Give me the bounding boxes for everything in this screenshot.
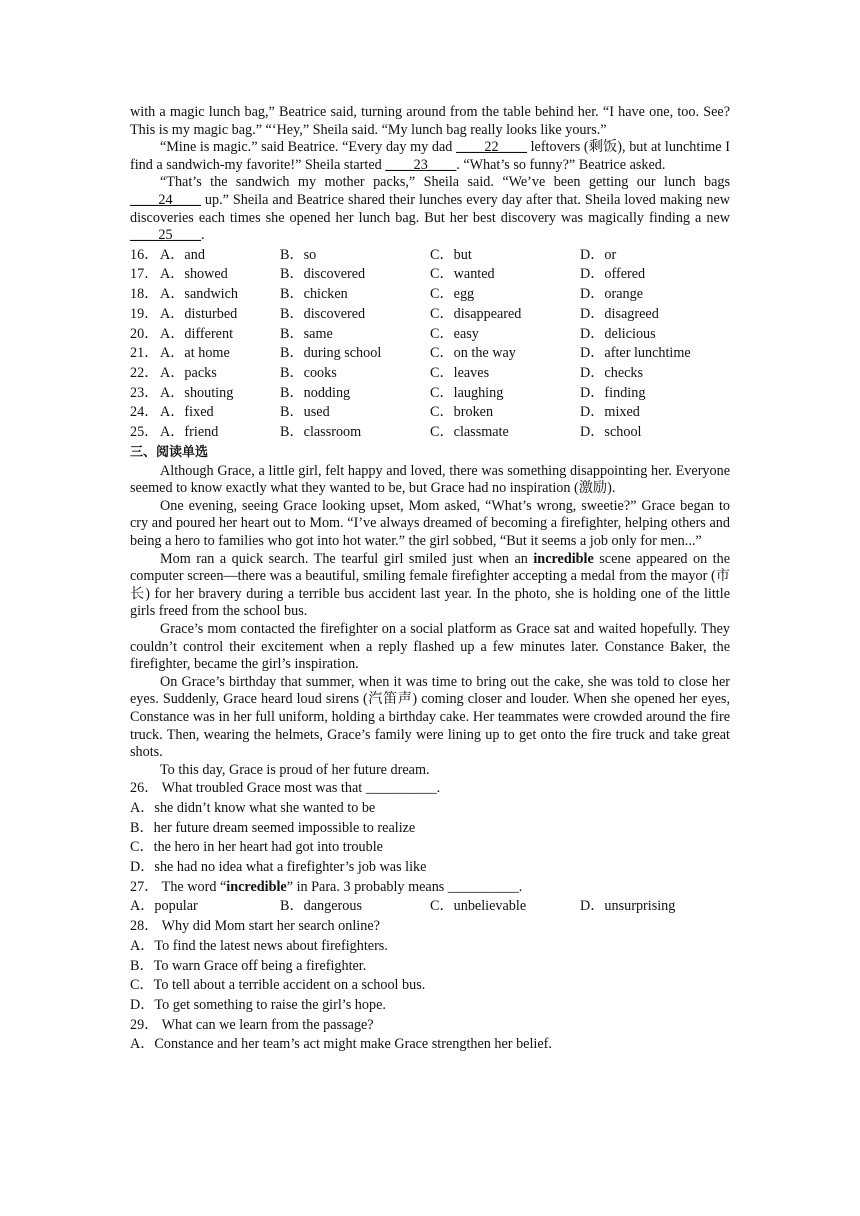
option-c: C．wanted	[430, 266, 495, 283]
question-26-option-b: B．her future dream seemed impossible to realize	[130, 819, 416, 836]
option-b: B．chicken	[280, 286, 348, 303]
question-number: 16．	[130, 246, 159, 263]
question-27-option-c: C．unbelievable	[430, 898, 527, 915]
question-number: 18．	[130, 286, 159, 303]
option-d: D．offered	[580, 266, 646, 283]
option-b: B．discovered	[280, 305, 366, 322]
text-run: scene appeared on the computer screen—there was a beautiful, smiling female firefighter accepting a medal from the mayor (市长) for her bravery during a terrible bus accident last year. In the photo, she is holding one of the little girls freed from the school bus.	[130, 550, 730, 620]
blank-23: ____23____	[385, 156, 457, 173]
option-row-18	[130, 285, 730, 305]
question-28: 28． Why did Mom start her search online?	[130, 918, 380, 935]
option-c: C．easy	[430, 325, 479, 342]
reading-paragraph-5: On Grace’s birthday that summer, when it was time to bring out the cake, she was told to close her eyes. Suddenly, Grace heard loud sirens (汽笛声) coming closer and louder. When she opened her eyes, Constance was in her full uniform, holding a birthday cake. Her teammates were crowded around the fire truck. Then, wearing the helmets, Grace’s family were lining up to get onto the fire truck and take great shots.	[130, 673, 730, 761]
reading-paragraph-3	[130, 551, 730, 621]
cloze-paragraph-1: with a magic lunch bag,” Beatrice said, turning around from the table behind her. “I have one, too. See? This is my magic bag.” “‘Hey,” Sheila said. “My lunch bag really looks like yours.”	[130, 104, 730, 138]
option-a: A．and	[160, 246, 205, 263]
option-c: C．egg	[430, 286, 475, 303]
option-b: B．cooks	[280, 364, 337, 381]
text-run: leftovers (剩饭), but at lunchtime I find a sandwich-my favorite!” Sheila started	[130, 139, 730, 173]
option-a: A．shouting	[160, 384, 234, 401]
option-a: A．different	[160, 325, 234, 342]
questions	[130, 779, 730, 1055]
option-d: D．finding	[580, 384, 646, 401]
option-a: A．fixed	[160, 404, 214, 421]
text-run: “That’s the sandwich my mother packs,” Sheila said. “We’ve been getting our lunch bags	[160, 174, 730, 191]
option-d: D．orange	[580, 286, 644, 303]
question-number: 25．	[130, 423, 159, 440]
option-row-16	[130, 246, 730, 266]
option-a: A．showed	[160, 266, 228, 283]
reading-paragraph-1: Although Grace, a little girl, felt happy and loved, there was something disappointing her. Everyone seemed to know exactly what they wanted to be, but Grace had no inspiration (激励).	[130, 462, 730, 497]
text-run: ” in Para. 3 probably means __________.	[286, 878, 523, 895]
question-27-option-b: B．dangerous	[280, 898, 362, 915]
reading-passage	[130, 463, 730, 780]
option-b: B．same	[280, 325, 333, 342]
question-26-option-c: C．the hero in her heart had got into trouble	[130, 839, 383, 856]
question-27-option-a: A．popular	[130, 898, 198, 915]
question-26-option-a: A．she didn’t know what she wanted to be	[130, 800, 376, 816]
cloze-options	[130, 246, 730, 443]
option-c: C．broken	[430, 404, 494, 421]
exam-page	[130, 104, 730, 1055]
option-row-20	[130, 325, 730, 345]
option-b: B．nodding	[280, 384, 351, 401]
option-c: C．on the way	[430, 345, 516, 362]
question-28-option-a: A．To find the latest news about firefighters.	[130, 937, 388, 954]
option-row-21	[130, 344, 730, 364]
option-c: C．disappeared	[430, 305, 522, 322]
cloze-paragraph-3	[130, 174, 730, 244]
option-d: D．delicious	[580, 325, 656, 342]
option-a: A．disturbed	[160, 305, 238, 322]
option-row-23	[130, 384, 730, 404]
option-c: C．leaves	[430, 364, 490, 381]
option-b: B．used	[280, 404, 330, 421]
blank-25: ____25____	[130, 227, 201, 244]
question-number: 17．	[130, 266, 159, 283]
question-number: 23．	[130, 384, 159, 401]
text-run: 27． The word “	[130, 878, 227, 895]
option-row-19	[130, 305, 730, 325]
option-c: C．laughing	[430, 384, 504, 401]
text-run: “Mine is magic.” said Beatrice. “Every day my dad	[160, 139, 456, 156]
question-number: 24．	[130, 404, 159, 421]
option-row-25	[130, 423, 730, 443]
question-26-option-d: D．she had no idea what a firefighter’s job was like	[130, 859, 427, 876]
text-run: .	[200, 227, 205, 244]
cloze-passage	[130, 104, 730, 245]
question-number: 21．	[130, 345, 159, 362]
question-27	[130, 878, 730, 898]
option-d: D．or	[580, 246, 617, 263]
reading-paragraph-4: Grace’s mom contacted the firefighter on a social platform as Grace sat and waited hopefully. They couldn’t control their excitement when a reply flashed up a few minutes later. Constance Baker, the firefighter, became the girl’s inspiration.	[130, 620, 730, 673]
option-a: A．friend	[160, 423, 219, 440]
option-c: C．but	[430, 246, 472, 263]
question-29: 29． What can we learn from the passage?	[130, 1016, 374, 1033]
option-b: B．so	[280, 246, 317, 263]
option-b: B．classroom	[280, 423, 362, 440]
option-b: B．during school	[280, 345, 382, 362]
option-a: A．sandwich	[160, 286, 239, 303]
option-b: B．discovered	[280, 266, 366, 283]
text-run: Mom ran a quick search. The tearful girl smiled just when an	[160, 550, 534, 567]
question-28-option-c: C．To tell about a terrible accident on a school bus.	[130, 977, 426, 994]
option-row-17	[130, 265, 730, 285]
option-a: A．at home	[160, 345, 230, 362]
text-run: up.” Sheila and Beatrice shared their lunches every day after that. Sheila loved making new discoveries each times she opened her lunch bag. But her best discovery was magically finding a new	[130, 191, 730, 226]
question-number: 22．	[130, 364, 159, 381]
option-a: A．packs	[160, 364, 217, 381]
section-heading: 三、阅读单选	[130, 444, 209, 460]
option-d: D．checks	[580, 364, 644, 381]
bold-word: incredible	[226, 878, 287, 895]
question-28-option-b: B．To warn Grace off being a firefighter.	[130, 957, 367, 974]
option-d: D．disagreed	[580, 305, 659, 322]
blank-22: ____22____	[456, 139, 527, 156]
reading-paragraph-2: One evening, seeing Grace looking upset, Mom asked, “What’s wrong, sweetie?” Grace began to cry and poured her heart out to Mom. “I’ve always dreamed of becoming a firefighter, helping others and being a hero to families who got into hot water.” the girl sobbed, “But it seems a job only for men...”	[130, 497, 730, 549]
bold-word: incredible	[533, 550, 594, 567]
option-d: D．school	[580, 423, 642, 440]
option-row-24	[130, 403, 730, 423]
question-number: 20．	[130, 325, 159, 342]
option-row-22	[130, 364, 730, 384]
option-d: D．mixed	[580, 404, 640, 421]
text-run: . “What’s so funny?” Beatrice asked.	[456, 156, 666, 173]
question-26: 26． What troubled Grace most was that __________.	[130, 780, 441, 797]
reading-paragraph-6: To this day, Grace is proud of her future dream.	[160, 761, 430, 778]
question-28-option-d: D．To get something to raise the girl’s hope.	[130, 996, 386, 1013]
option-d: D．after lunchtime	[580, 345, 691, 362]
question-29-option-a: A．Constance and her team’s act might make Grace strengthen her belief.	[130, 1036, 552, 1053]
question-number: 19．	[130, 305, 159, 322]
cloze-paragraph-2	[130, 139, 730, 174]
option-c: C．classmate	[430, 423, 509, 440]
blank-24: ____24____	[130, 191, 201, 208]
question-27-option-d: D．unsurprising	[580, 898, 676, 915]
question-27-options	[130, 897, 730, 917]
